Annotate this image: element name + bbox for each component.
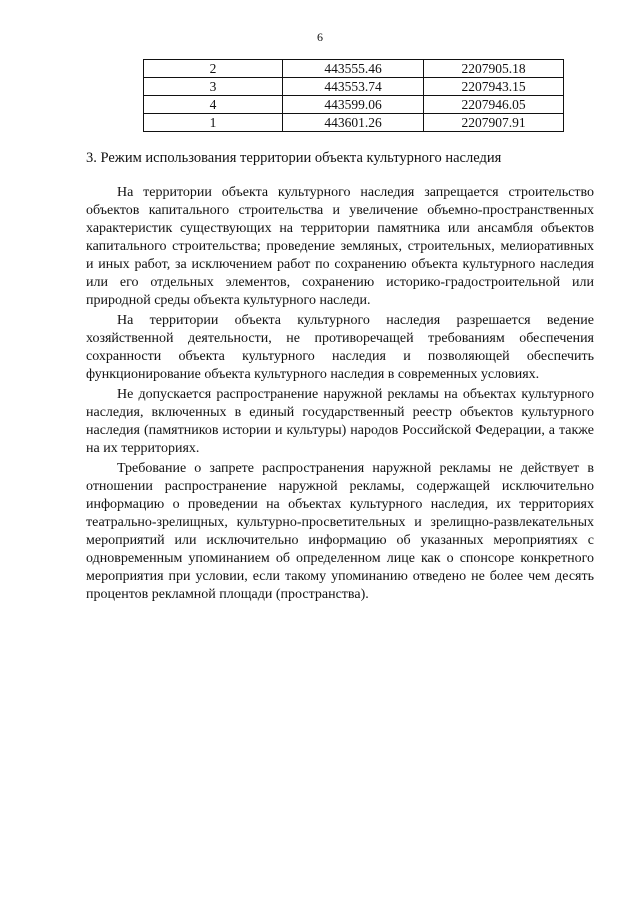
table-row xyxy=(144,78,564,96)
y-coordinate-cell: 2207946.05 xyxy=(424,96,564,114)
page-number: 6 xyxy=(317,30,323,44)
coordinates-table xyxy=(143,59,564,132)
body-text xyxy=(86,184,594,604)
point-number-cell: 2 xyxy=(144,60,283,78)
paragraph-permitted-activity: На территории объекта культурного наследия разрешается ведение хозяйственной деятельности, не противоречащей требованиям обеспечения сохранности объекта культурного наследия и позволяющей обеспечить функционирование объекта культурного наследия в современных условиях. xyxy=(86,313,594,382)
y-coordinate-cell: 2207943.15 xyxy=(424,78,564,96)
table-row xyxy=(144,60,564,78)
y-coordinate-cell: 2207905.18 xyxy=(424,60,564,78)
table-row xyxy=(144,114,564,132)
paragraph-prohibitions: На территории объекта культурного наследия запрещается строительство объектов капитального строительства и увеличение объемно-пространственных характеристик существующих на территории памятника или ансамбля объектов капитального строительства; проведение земляных, строительных, мелиоративных и иных работ, за исключением работ по сохранению объекта культурного наследия или его отдельных элементов, сохранению историко-градостроительной или природной среды объекта культурного наследи. xyxy=(86,185,594,308)
y-coordinate-cell: 2207907.91 xyxy=(424,114,564,132)
x-coordinate-cell: 443553.74 xyxy=(283,78,424,96)
table-row xyxy=(144,96,564,114)
paragraph-advertising-ban: Не допускается распространение наружной рекламы на объектах культурного наследия, включенных в единый государственный реестр объектов культурного наследия (памятников истории и культуры) народов Российской Федерации, а также на их территориях. xyxy=(86,387,594,456)
point-number-cell: 1 xyxy=(144,114,283,132)
point-number-cell: 3 xyxy=(144,78,283,96)
x-coordinate-cell: 443555.46 xyxy=(283,60,424,78)
point-number-cell: 4 xyxy=(144,96,283,114)
paragraph-advertising-exception: Требование о запрете распространения наружной рекламы не действует в отношении распространение наружной рекламы, содержащей исключительно информацию о проведении на объектах культурного наследия, их территориях театрально-зрелищных, культурно-просветительных и зрелищно-развлекательных мероприятий или исключительно информацию об указанных мероприятиях с одновременным упоминанием об определенном лице как о спонсоре конкретного мероприятия при условии, если такому упоминанию отведено не более чем десять процентов рекламной площади (пространства). xyxy=(86,461,594,602)
x-coordinate-cell: 443599.06 xyxy=(283,96,424,114)
section-title: 3. Режим использования территории объекта культурного наследия xyxy=(86,150,502,166)
x-coordinate-cell: 443601.26 xyxy=(283,114,424,132)
